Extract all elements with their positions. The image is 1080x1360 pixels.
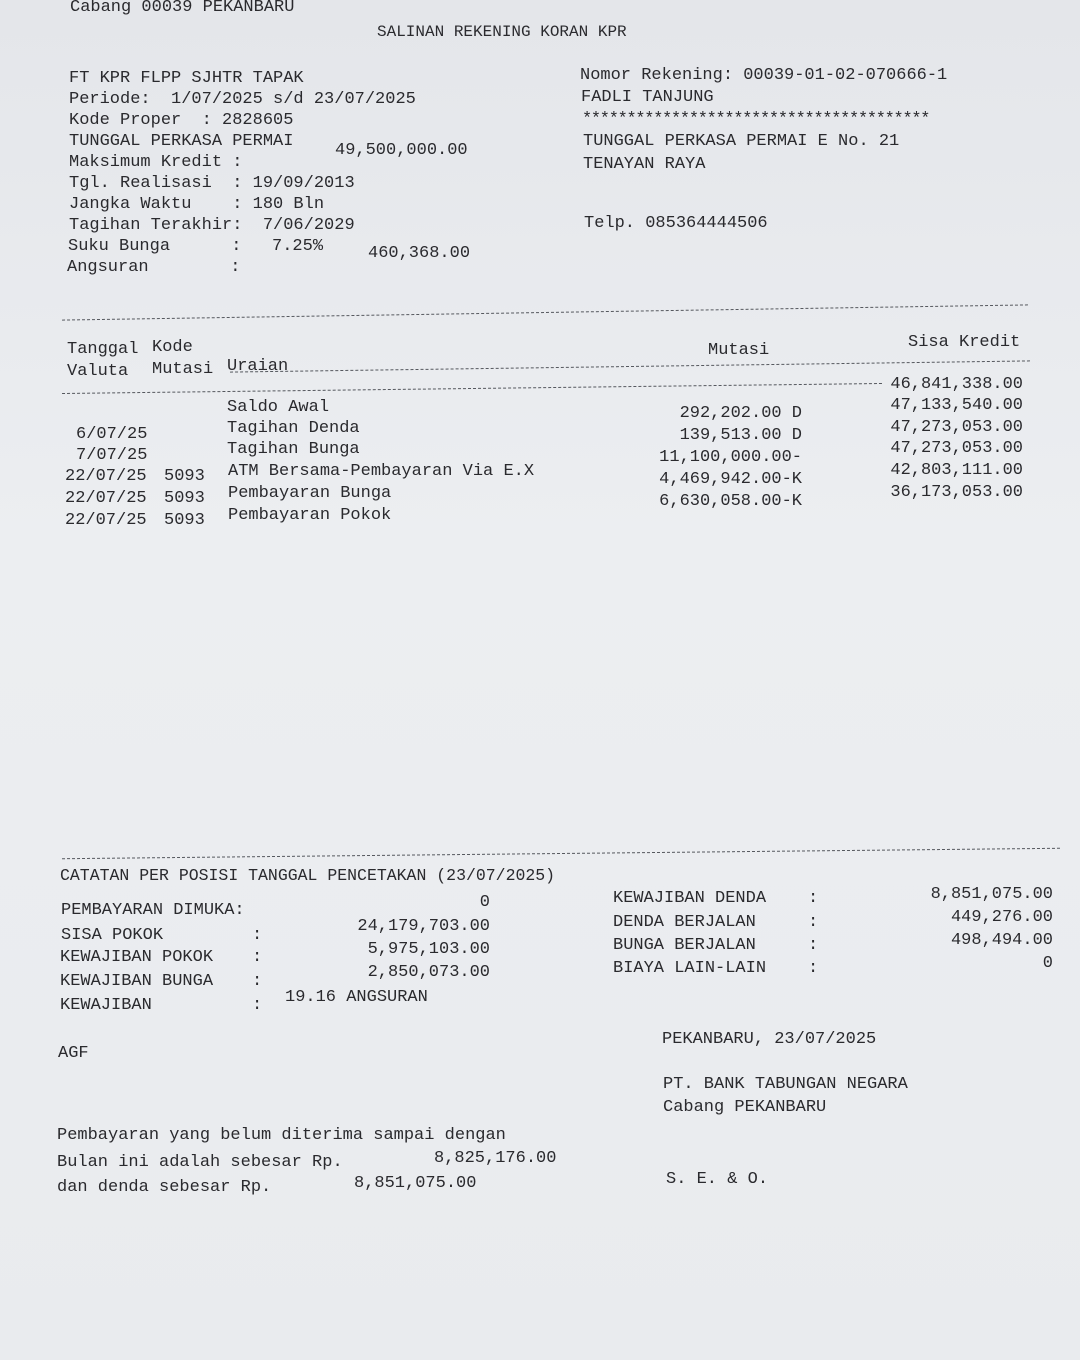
summary-value: 498,494.00 — [950, 931, 1053, 950]
row-kode: 5093 — [164, 489, 205, 508]
summary-label: PEMBAYARAN DIMUKA: — [61, 901, 245, 920]
summary-sep: : — [808, 959, 819, 978]
place-date: PEKANBARU, 23/07/2025 — [662, 1030, 877, 1049]
summary-sep: : — [808, 913, 819, 932]
summary-value: 449,276.00 — [950, 908, 1053, 927]
max-credit-label: Maksimum Kredit : — [69, 153, 243, 172]
row-tanggal: 7/07/25 — [76, 446, 148, 465]
installment-label: Angsuran : — [67, 258, 241, 277]
row-tanggal: 22/07/25 — [65, 511, 147, 530]
interest-rate: Suku Bunga : 7.25% — [68, 237, 324, 256]
row-uraian: Pembayaran Bunga — [228, 484, 392, 503]
penalty-amount: 8,851,075.00 — [354, 1174, 477, 1193]
seo-note: S. E. & O. — [666, 1170, 769, 1189]
customer-name: FADLI TANJUNG — [581, 88, 714, 107]
project-name: TUNGGAL PERKASA PERMAI — [69, 132, 294, 151]
header-sisa-kredit: Sisa Kredit — [908, 333, 1021, 352]
outstanding-amount: 8,825,176.00 — [434, 1149, 557, 1168]
summary-label: KEWAJIBAN BUNGA — [60, 972, 214, 991]
note-line-1: Pembayaran yang belum diterima sampai dengan — [57, 1126, 506, 1145]
product-name: FT KPR FLPP SJHTR TAPAK — [69, 69, 304, 88]
summary-sep: : — [252, 926, 263, 945]
realization-date: Tgl. Realisasi : 19/09/2013 — [69, 174, 355, 193]
account-number: Nomor Rekening: 00039-01-02-070666-1 — [580, 66, 948, 85]
row-mutasi: 6,630,058.00-K — [659, 492, 802, 511]
row-mutasi: 292,202.00 D — [679, 404, 802, 423]
row-sisa: 47,273,053.00 — [890, 418, 1023, 437]
divider — [62, 848, 1060, 859]
summary-title: CATATAN PER POSISI TANGGAL PENCETAKAN (23/07/2025) — [60, 866, 556, 885]
row-sisa: 47,133,540.00 — [890, 396, 1023, 415]
row-tanggal: 6/07/25 — [76, 425, 148, 444]
bank-branch: Cabang PEKANBARU — [663, 1098, 827, 1117]
header-valuta: Valuta — [67, 362, 129, 381]
phone: Telp. 085364444506 — [584, 214, 768, 233]
operator-code: AGF — [58, 1044, 89, 1063]
row-mutasi: 139,513.00 D — [679, 426, 802, 445]
summary-label: BUNGA BERJALAN — [613, 936, 756, 955]
kode-proper: Kode Proper : 2828605 — [69, 111, 294, 130]
summary-sep: : — [808, 889, 819, 908]
row-uraian: ATM Bersama-Pembayaran Via E.X — [228, 462, 535, 481]
header-tanggal: Tanggal — [67, 340, 139, 359]
document-title: SALINAN REKENING KORAN KPR — [377, 23, 627, 41]
header-mutasi: Mutasi — [708, 341, 770, 360]
summary-value: 19.16 ANGSURAN — [285, 988, 428, 1007]
header-kode: Kode — [152, 338, 193, 357]
row-uraian: Tagihan Bunga — [227, 440, 360, 459]
opening-balance: 46,841,338.00 — [890, 375, 1023, 394]
summary-value: 2,850,073.00 — [367, 963, 490, 982]
row-mutasi: 4,469,942.00-K — [659, 470, 802, 489]
divider — [62, 304, 1028, 320]
summary-label: KEWAJIBAN — [60, 996, 152, 1015]
header-mutasi-kode: Mutasi — [152, 360, 214, 379]
loan-term: Jangka Waktu : 180 Bln — [69, 195, 325, 214]
summary-label: DENDA BERJALAN — [613, 913, 756, 932]
row-mutasi: 11,100,000.00- — [659, 448, 802, 467]
row-kode: 5093 — [164, 467, 205, 486]
summary-value: 8,851,075.00 — [930, 885, 1053, 904]
summary-sep: : — [808, 936, 819, 955]
header-uraian: Uraian — [227, 357, 289, 376]
summary-value: 0 — [479, 893, 490, 912]
summary-sep: : — [252, 996, 263, 1015]
row-uraian: Pembayaran Pokok — [228, 506, 392, 525]
row-sisa: 42,803,111.00 — [890, 461, 1023, 480]
row-sisa: 36,173,053.00 — [890, 483, 1023, 502]
installment-value: 460,368.00 — [368, 244, 471, 263]
last-bill: Tagihan Terakhir: 7/06/2029 — [69, 216, 355, 235]
divider — [230, 360, 1030, 372]
note-line-2-label: Bulan ini adalah sebesar Rp. — [57, 1153, 343, 1172]
summary-sep: : — [252, 972, 263, 991]
summary-sep: : — [252, 948, 263, 967]
period: Periode: 1/07/2025 s/d 23/07/2025 — [69, 90, 416, 109]
masked-line: *************************************** — [582, 110, 930, 129]
address-line-1: TUNGGAL PERKASA PERMAI E No. 21 — [583, 132, 900, 151]
row-uraian: Tagihan Denda — [227, 419, 360, 438]
summary-value: 5,975,103.00 — [367, 940, 490, 959]
branch-header: Cabang 00039 PEKANBARU — [70, 0, 295, 17]
note-line-3-label: dan denda sebesar Rp. — [57, 1178, 272, 1197]
summary-value: 0 — [1042, 954, 1053, 973]
summary-label: KEWAJIBAN POKOK — [60, 948, 214, 967]
row-tanggal: 22/07/25 — [65, 467, 147, 486]
summary-label: BIAYA LAIN-LAIN — [613, 959, 767, 978]
summary-value: 24,179,703.00 — [357, 917, 490, 936]
summary-label: SISA POKOK — [61, 926, 164, 945]
row-uraian: Saldo Awal — [227, 398, 330, 417]
address-line-2: TENAYAN RAYA — [583, 155, 706, 174]
summary-label: KEWAJIBAN DENDA — [613, 889, 767, 908]
max-credit-value: 49,500,000.00 — [335, 141, 468, 160]
bank-name: PT. BANK TABUNGAN NEGARA — [663, 1075, 908, 1094]
row-kode: 5093 — [164, 511, 205, 530]
divider — [62, 383, 882, 394]
row-sisa: 47,273,053.00 — [890, 439, 1023, 458]
row-tanggal: 22/07/25 — [65, 489, 147, 508]
